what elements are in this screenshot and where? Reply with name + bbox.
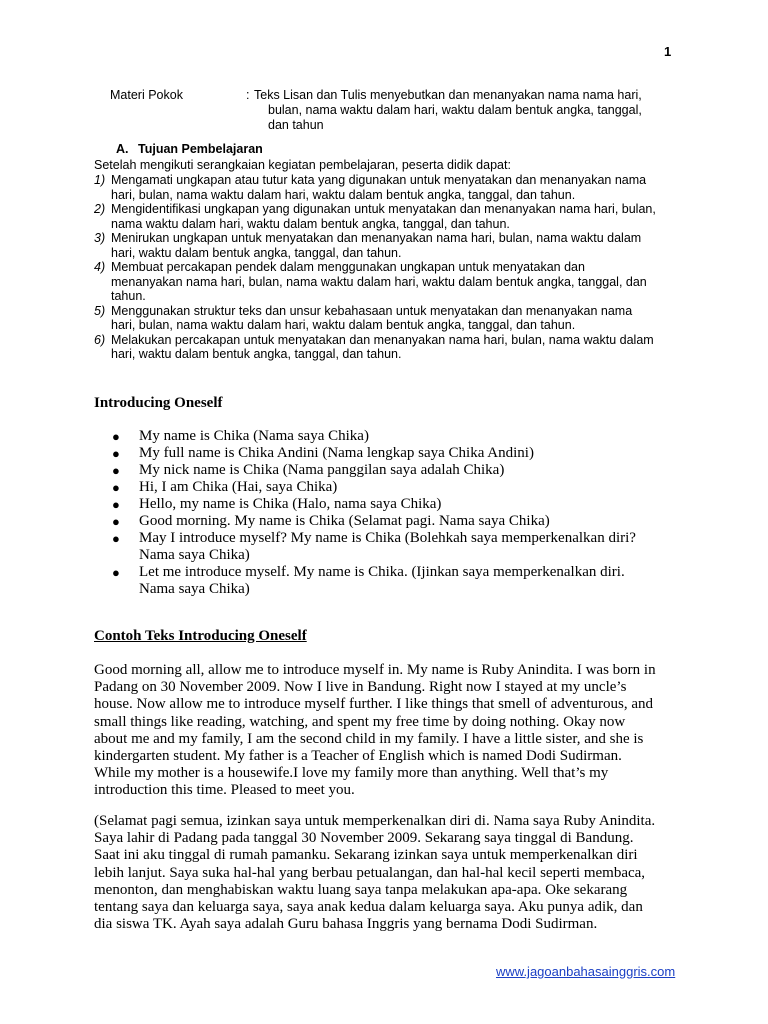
introducing-text-line: My nick name is Chika (Nama panggilan saya adalah Chika)	[139, 462, 505, 478]
introducing-item	[112, 428, 692, 445]
introducing-heading: Introducing Oneself	[94, 395, 223, 411]
introducing-item	[112, 445, 692, 462]
tujuan-intro: Setelah mengikuti serangkaian kegiatan pembelajaran, peserta didik dapat:	[94, 158, 511, 172]
materi-pokok-colon: :	[246, 88, 250, 102]
introducing-item	[112, 564, 692, 598]
materi-pokok-line: dan tahun	[268, 118, 324, 132]
objective-item	[94, 173, 694, 202]
bullet-icon: ●	[112, 480, 120, 495]
introducing-item	[112, 496, 692, 513]
introducing-text-line: Nama saya Chika)	[139, 547, 250, 563]
bullet-icon: ●	[112, 429, 120, 444]
objective-number: 1)	[94, 173, 106, 187]
tujuan-title: Tujuan Pembelajaran	[138, 142, 263, 156]
objective-text-line: hari, waktu dalam bentuk angka, tanggal, dan tahun.	[111, 245, 402, 260]
objective-number: 4)	[94, 260, 106, 274]
paragraph-line: introduction this time. Pleased to meet you.	[94, 782, 355, 799]
objective-text-line: Melakukan percakapan untuk menyatakan dan menanyakan nama hari, bulan, nama waktu dalam	[111, 332, 654, 347]
introducing-text-line: My name is Chika (Nama saya Chika)	[139, 428, 369, 444]
objective-text-line: hari, bulan, nama waktu dalam hari, waktu dalam bentuk angka, tanggal, dan tahun.	[111, 187, 576, 202]
objective-item	[94, 333, 694, 362]
materi-pokok-line: Teks Lisan dan Tulis menyebutkan dan menanyakan nama nama hari,	[254, 88, 642, 102]
paragraph-line: house. Now allow me to introduce myself further. I like things that smell of adventurous, and	[94, 696, 654, 713]
introducing-text-line: My full name is Chika Andini (Nama lengkap saya Chika Andini)	[139, 445, 534, 461]
introducing-item	[112, 513, 692, 530]
objective-item	[94, 260, 694, 304]
paragraph-line: small things like reading, watching, and spent my free time by doing nothing. Okay now	[94, 713, 626, 730]
bullet-icon: ●	[112, 497, 120, 512]
paragraph-line: about me and my family, I am the second child in my family. I have a little sister, and she is	[94, 730, 644, 747]
objectives-list	[94, 173, 694, 362]
objective-text-line: Menggunakan struktur teks dan unsur kebahasaan untuk menyatakan dan menanyakan nama	[111, 303, 633, 318]
objective-text-line: hari, bulan, nama waktu dalam hari, waktu dalam bentuk angka, tanggal, dan tahun.	[111, 318, 576, 332]
objective-text-line: Mengidentifikasi ungkapan yang digunakan untuk menyatakan dan menanyakan nama hari, bulan,	[111, 202, 656, 216]
bullet-icon: ●	[112, 463, 120, 478]
objective-text-line: Membuat percakapan pendek dalam menggunakan ungkapan untuk menyatakan dan	[111, 260, 585, 274]
objective-text-line: Menirukan ungkapan untuk menyatakan dan menanyakan nama hari, bulan, nama waktu dalam	[111, 231, 642, 245]
bullet-icon: ●	[112, 514, 120, 529]
objective-number: 3)	[94, 231, 106, 245]
objective-text-line: tahun.	[111, 289, 146, 303]
objective-item	[94, 202, 694, 231]
page-number: 1	[664, 44, 672, 59]
indonesian-paragraph	[94, 813, 694, 933]
introducing-item	[112, 479, 692, 496]
materi-pokok-line: bulan, nama waktu dalam hari, waktu dalam bentuk angka, tanggal,	[268, 103, 642, 117]
tujuan-heading	[116, 142, 263, 156]
paragraph-line: Saya lahir di Padang pada tanggal 30 November 2009. Sekarang saya tinggal di Bandung.	[94, 830, 634, 847]
bullet-icon: ●	[112, 446, 120, 461]
paragraph-line: Good morning all, allow me to introduce myself in. My name is Ruby Anindita. I was born in	[94, 662, 656, 678]
objective-text-line: hari, waktu dalam bentuk angka, tanggal, dan tahun.	[111, 347, 402, 361]
introducing-text-line: Nama saya Chika)	[139, 581, 250, 597]
paragraph-line: (Selamat pagi semua, izinkan saya untuk memperkenalkan diri di. Nama saya Ruby Anindita.	[94, 813, 656, 829]
objective-text-line: menanyakan nama hari, bulan, nama waktu dalam hari, waktu dalam bentuk angka, tanggal, dan	[111, 274, 647, 289]
paragraph-line: Padang on 30 November 2009. Now I live in Bandung. Right now I stayed at my uncle’s	[94, 679, 627, 696]
paragraph-line: While my mother is a housewife.I love my family more than anything. Well that’s my	[94, 765, 609, 782]
objective-number: 6)	[94, 332, 106, 347]
paragraph-line: Saat ini aku tinggal di rumah pamanku. Sekarang izinkan saya untuk memperkenalkan diri	[94, 847, 638, 864]
objective-number: 2)	[94, 202, 106, 216]
paragraph-line: kindergarten student. My father is a Teacher of English which is named Dodi Sudirman.	[94, 748, 622, 765]
introducing-text-line: Good morning. My name is Chika (Selamat pagi. Nama saya Chika)	[139, 513, 550, 529]
bullet-icon: ●	[112, 531, 120, 546]
materi-pokok-label: Materi Pokok	[110, 88, 183, 102]
introducing-text-line: Let me introduce myself. My name is Chika. (Ijinkan saya memperkenalkan diri.	[139, 564, 625, 580]
objective-number: 5)	[94, 303, 106, 318]
paragraph-line: menonton, dan menghabiskan waktu luang saya tanpa melakukan apa-apa. Oke sekarang	[94, 881, 628, 898]
introducing-item	[112, 462, 692, 479]
materi-pokok-value	[254, 88, 694, 133]
paragraph-line: dia siswa TK. Ayah saya adalah Guru bahasa Inggris yang bernama Dodi Sudirman.	[94, 916, 598, 933]
introducing-list	[112, 428, 692, 598]
english-paragraph	[94, 662, 694, 800]
objective-text-line: Mengamati ungkapan atau tutur kata yang digunakan untuk menyatakan dan menanyakan nama	[111, 173, 647, 187]
introducing-item	[112, 530, 692, 564]
bullet-icon: ●	[112, 565, 120, 580]
tujuan-letter: A.	[116, 142, 129, 156]
paragraph-line: lebih lanjut. Saya suka hal-hal yang berbau petualangan, dan hal-hal kecil seperti membaca,	[94, 864, 646, 881]
objective-text-line: nama waktu dalam hari, waktu dalam bentuk angka, tanggal, dan tahun.	[111, 216, 510, 231]
website-link[interactable]: www.jagoanbahasainggris.com	[496, 964, 676, 979]
contoh-heading: Contoh Teks Introducing Oneself	[94, 628, 307, 644]
introducing-text-line: May I introduce myself? My name is Chika (Bolehkah saya memperkenalkan diri?	[139, 530, 636, 546]
introducing-text-line: Hello, my name is Chika (Halo, nama saya Chika)	[139, 496, 442, 512]
objective-item	[94, 304, 694, 333]
objective-item	[94, 231, 694, 260]
introducing-text-line: Hi, I am Chika (Hai, saya Chika)	[139, 479, 338, 495]
paragraph-line: tentang saya dan keluarga saya, saya anak kedua dalam keluarga saya. Aku punya adik, dan	[94, 899, 643, 916]
